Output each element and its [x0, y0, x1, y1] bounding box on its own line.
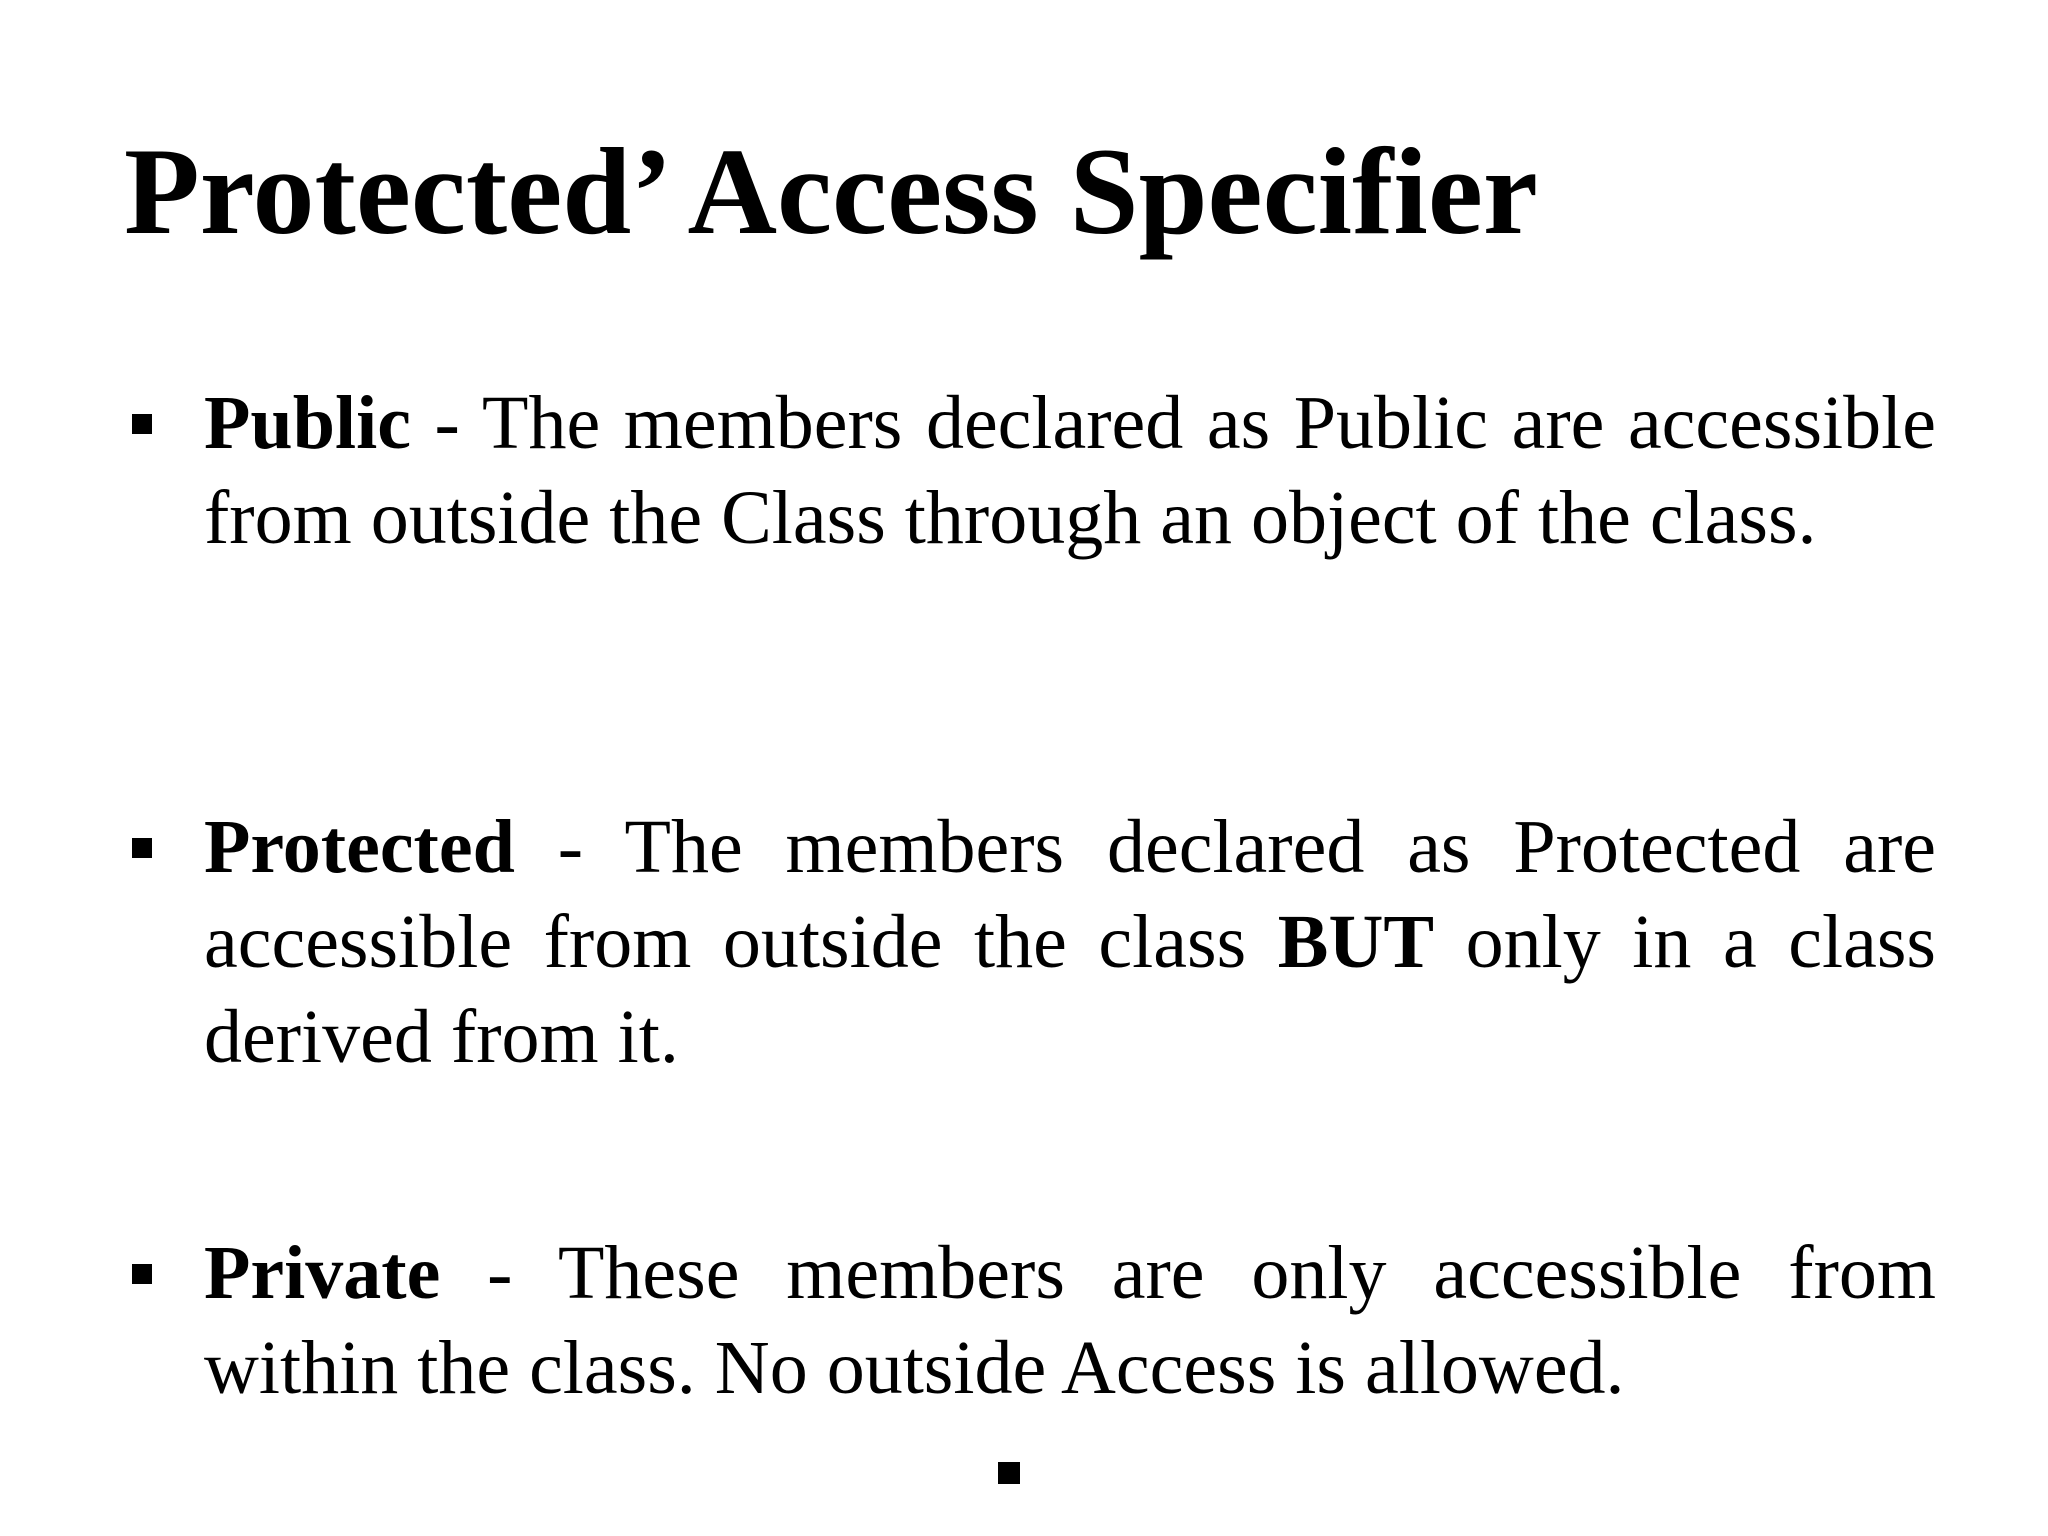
- bullet-separator: -: [440, 1231, 558, 1315]
- bullet-description-public: The members declared as Public are accessible from outside the Class through an object of the class.: [204, 381, 1936, 560]
- bullet-description-protected-start: The members declared as Protected are accessible from outside the class: [204, 805, 1936, 984]
- bullet-description-protected-end: only in a class derived from it.: [204, 900, 1936, 1079]
- square-bullet-icon: [132, 1264, 152, 1284]
- bullet-separator: -: [514, 805, 625, 889]
- bullet-text-public: [204, 376, 1936, 566]
- slide-title: Protected’ Access Specifier: [124, 123, 1538, 260]
- square-bullet-icon: [132, 414, 152, 434]
- bullet-separator: -: [410, 381, 483, 465]
- square-bullet-icon: [132, 838, 152, 858]
- bullet-term-protected: Protected: [204, 805, 515, 889]
- bullet-term-public: Public: [204, 381, 411, 465]
- square-bullet-icon: [998, 1462, 1020, 1484]
- bullet-emphasis-but: BUT: [1277, 900, 1435, 984]
- bullet-description-private: These members are only accessible from within the class. No outside Access is allowed.: [204, 1231, 1937, 1410]
- bullet-term-private: Private: [204, 1231, 441, 1315]
- bullet-text-protected: [204, 800, 1936, 1085]
- bullet-text-private: [204, 1226, 1936, 1416]
